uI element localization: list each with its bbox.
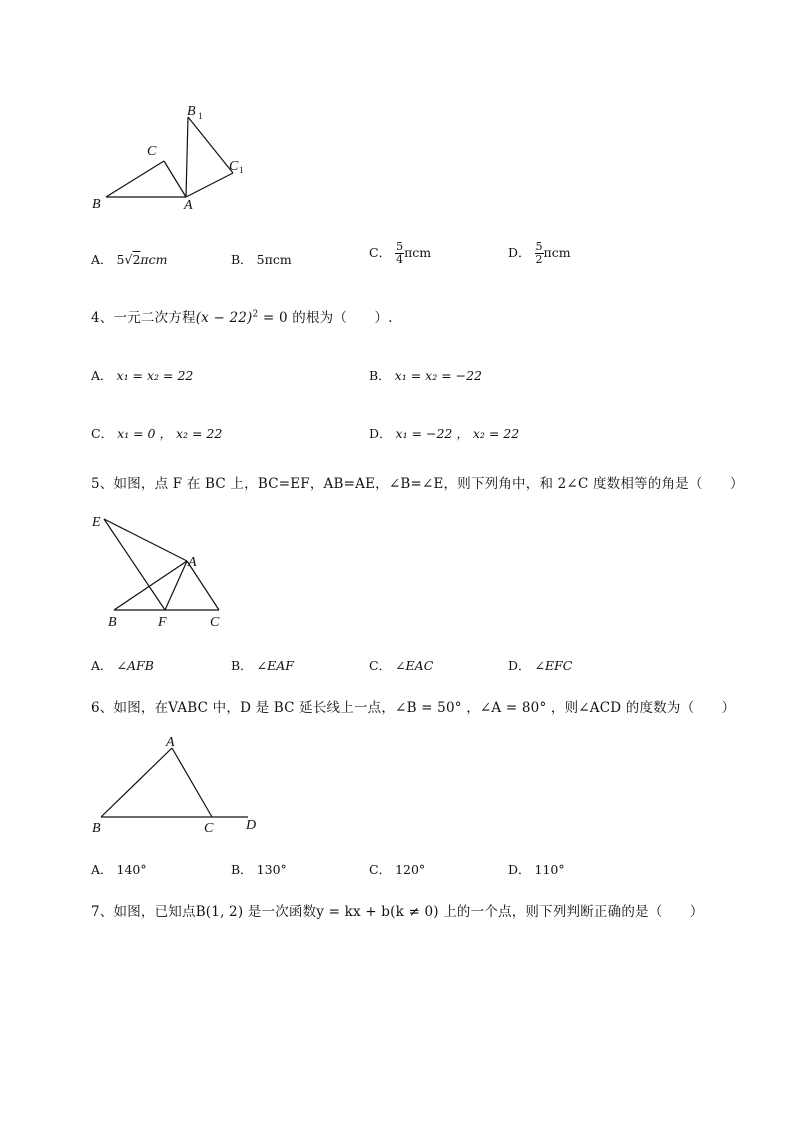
option-text: 5πcm bbox=[256, 252, 292, 267]
equation-exponent: 2 bbox=[252, 309, 259, 320]
label-c1: C bbox=[229, 159, 239, 174]
q6-option-c[interactable] bbox=[369, 860, 425, 878]
unit: πcm bbox=[140, 252, 168, 267]
label-b: B bbox=[92, 821, 101, 836]
label-f: F bbox=[158, 615, 167, 630]
q5-triangle-figure bbox=[86, 508, 236, 633]
unit: πcm bbox=[543, 245, 571, 260]
q5-option-d[interactable] bbox=[508, 656, 572, 674]
option-text: x₁ = x₂ = −22 bbox=[394, 368, 483, 383]
q5-option-a[interactable] bbox=[91, 656, 154, 674]
option-text: 140° bbox=[116, 862, 147, 877]
option-letter: C． bbox=[369, 245, 392, 260]
option-letter: B． bbox=[231, 658, 253, 673]
option-text: ∠AFB bbox=[116, 658, 154, 673]
q6-option-b[interactable] bbox=[231, 860, 287, 878]
label-c: C bbox=[210, 615, 220, 630]
label-b1-sub: 1 bbox=[198, 111, 203, 121]
q6-option-d[interactable] bbox=[508, 860, 565, 878]
stem-suffix: = 0 的根为（ ）. bbox=[258, 310, 393, 326]
q5-option-c[interactable] bbox=[369, 656, 433, 674]
question-4-stem bbox=[91, 306, 393, 326]
question-6-stem: 6、如图，在VABC 中，D 是 BC 延长线上一点，∠B = 50° ，∠A = 80° ，则∠ACD 的度数为（ ） bbox=[91, 700, 736, 716]
option-text: ∠EAF bbox=[256, 658, 294, 673]
option-letter: D． bbox=[508, 245, 531, 260]
option-letter: D． bbox=[508, 658, 531, 673]
label-c1-sub: 1 bbox=[239, 165, 244, 175]
q3-option-b[interactable] bbox=[231, 250, 292, 268]
label-a: A bbox=[166, 735, 175, 750]
label-c: C bbox=[147, 144, 157, 159]
coefficient: 5 bbox=[116, 252, 125, 267]
option-text: 110° bbox=[534, 862, 565, 877]
option-text: ∠EAC bbox=[395, 658, 434, 673]
option-text: x₁ = 0 ， x₂ = 22 bbox=[117, 426, 223, 441]
option-text: x₁ = x₂ = 22 bbox=[116, 368, 194, 383]
option-letter: C． bbox=[369, 658, 392, 673]
sqrt-sign: √ bbox=[124, 252, 133, 267]
option-letter: B． bbox=[369, 368, 391, 383]
unit: πcm bbox=[404, 245, 432, 260]
question-5-stem: 5、如图，点 F 在 BC 上，BC=EF，AB=AE，∠B=∠E，则下列角中，和 2∠C 度数相等的角是（ ） bbox=[91, 476, 744, 492]
rotation-triangle-figure bbox=[86, 100, 256, 215]
q4-option-a[interactable] bbox=[91, 366, 193, 384]
q4-option-d[interactable] bbox=[369, 424, 519, 442]
option-text: x₁ = −22 ， x₂ = 22 bbox=[395, 426, 520, 441]
option-letter: A． bbox=[91, 658, 113, 673]
option-letter: A． bbox=[91, 862, 113, 877]
q4-option-b[interactable] bbox=[369, 366, 482, 384]
option-letter: D． bbox=[508, 862, 531, 877]
denominator: 2 bbox=[535, 253, 543, 266]
q4-option-c[interactable] bbox=[91, 424, 222, 442]
label-c: C bbox=[204, 821, 214, 836]
question-7-stem: 7、如图，已知点B(1, 2) 是一次函数y = kx + b(k ≠ 0) 上的一个点，则下列判断正确的是（ ） bbox=[91, 904, 704, 920]
numerator: 5 bbox=[396, 240, 404, 253]
fraction bbox=[535, 241, 544, 266]
label-a: A bbox=[184, 198, 193, 213]
option-letter: C． bbox=[369, 862, 392, 877]
equation-base: (x − 22) bbox=[195, 310, 253, 326]
fraction bbox=[395, 241, 404, 266]
option-letter: C． bbox=[91, 426, 114, 441]
option-letter: B． bbox=[231, 252, 253, 267]
option-letter: D． bbox=[369, 426, 392, 441]
stem-prefix: 4、一元二次方程 bbox=[91, 310, 196, 326]
option-text: 130° bbox=[256, 862, 287, 877]
option-letter: A． bbox=[91, 252, 113, 267]
denominator: 4 bbox=[396, 253, 404, 266]
label-e: E bbox=[92, 515, 101, 530]
q3-option-a[interactable] bbox=[91, 250, 167, 268]
option-letter: B． bbox=[231, 862, 253, 877]
numerator: 5 bbox=[535, 240, 543, 253]
option-text: 120° bbox=[395, 862, 426, 877]
label-d: D bbox=[246, 818, 257, 833]
option-letter: A． bbox=[91, 368, 113, 383]
q3-option-d[interactable] bbox=[508, 241, 571, 266]
label-a: A bbox=[188, 555, 197, 570]
label-b: B bbox=[108, 615, 117, 630]
q6-option-a[interactable] bbox=[91, 860, 147, 878]
q5-option-b[interactable] bbox=[231, 656, 294, 674]
option-text: ∠EFC bbox=[534, 658, 573, 673]
q6-triangle-figure bbox=[86, 732, 266, 837]
label-b1: B bbox=[187, 104, 196, 119]
label-b: B bbox=[92, 197, 101, 212]
q3-option-c[interactable] bbox=[369, 241, 431, 266]
radicand: 2 bbox=[132, 252, 141, 267]
